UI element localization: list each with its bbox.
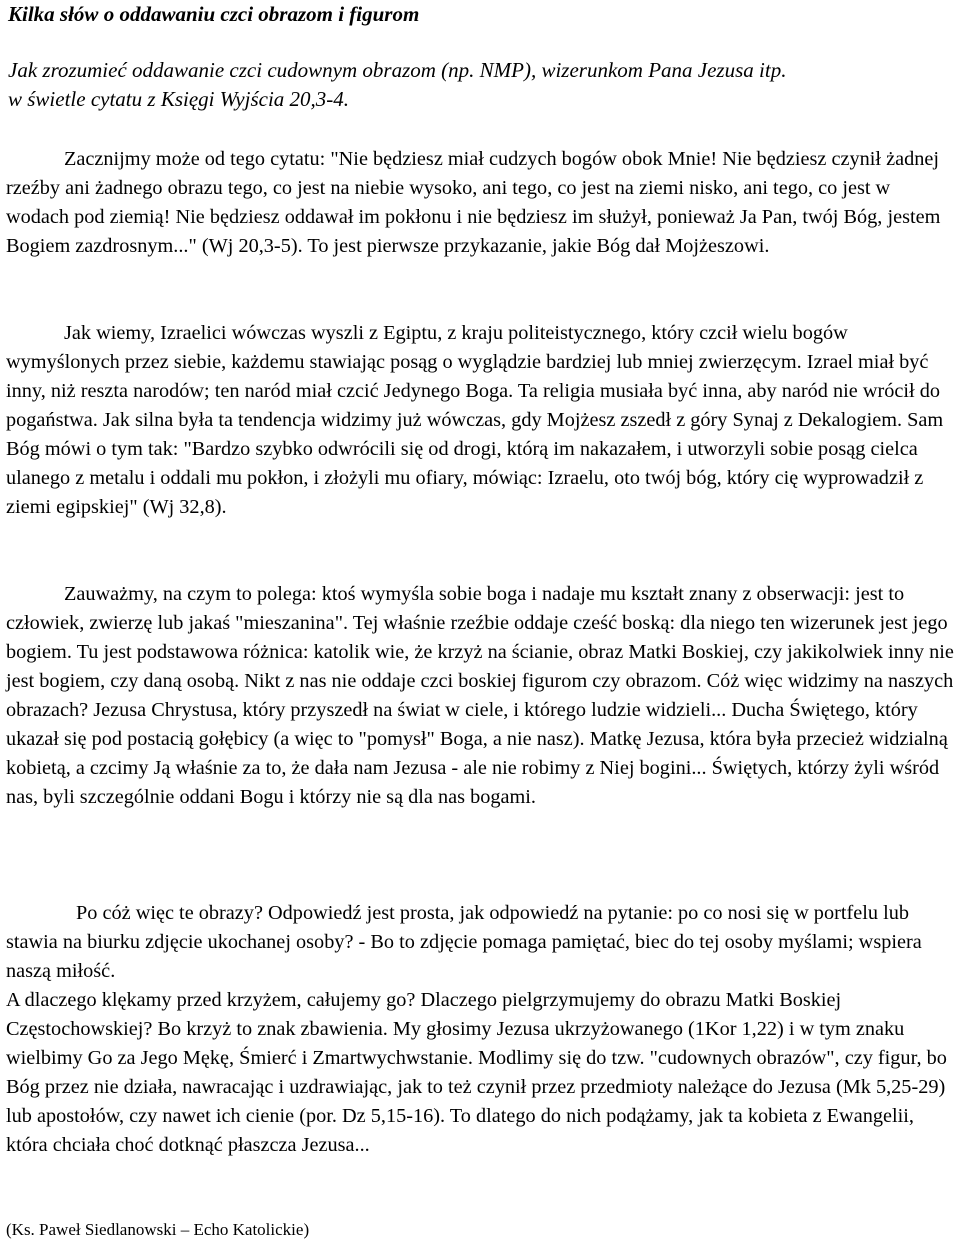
document-title: Kilka słów o oddawaniu czci obrazom i figurom	[8, 2, 420, 26]
paragraph-line: Po cóż więc te obrazy? Odpowiedź jest prosta, jak odpowiedź na pytanie: po co nosi się w portfelu lub stawia na biurku zdjęcie ukochanej osoby? - Bo to zdjęcie pomaga pamiętać, biec do tej osoby myślami; wspiera naszą miłość.	[6, 902, 922, 982]
paragraph-line: A dlaczego klękamy przed krzyżem, całujemy go? Dlaczego pielgrzymujemy do obrazu Matki Boskiej Częstochowskiej? Bo krzyż to znak zbawienia. My głosimy Jezusa ukrzyżowanego (1Kor 1,22) i w tym znaku wielbimy Go za Jego Mękę, Śmierć i Zmartwychwstanie. Modlimy się do tzw. "cudownych obrazów", czy figur, bo Bóg przez nie działa, nawracając i uzdrawiając, jak to też czynił przez przedmioty należące do Jezusa (Mk 5,25-29) lub apostołów, czy nawet ich cienie (por. Dz 5,15-16). To dlatego do nich podążamy, jak ta kobieta z Ewangelii, która chciała choć dotknąć płaszcza Jezusa...	[6, 989, 947, 1156]
subtitle-line: Jak zrozumieć oddawanie czci cudownym obrazom (np. NMP), wizerunkom Pana Jezusa itp.	[8, 58, 787, 82]
paragraph-why-images	[6, 899, 958, 1160]
author-credit: (Ks. Paweł Siedlanowski – Echo Katolickie)	[6, 1220, 310, 1239]
document-subtitle	[8, 56, 958, 114]
subtitle-line: w świetle cytatu z Księgi Wyjścia 20,3-4.	[8, 87, 350, 111]
paragraph-difference: Zauważmy, na czym to polega: ktoś wymyśla sobie boga i nadaje mu kształt znany z obserwacji: jest to człowiek, zwierzę lub jakaś "mieszanina". Tej właśnie rzeźbie oddaje cześć boską: dla niego ten wizerunek jest jego bogiem. Tu jest podstawowa różnica: katolik wie, że krzyż na ścianie, obraz Matki Boskiej, czy jakikolwiek inny nie jest bogiem, czy daną osobą. Nikt z nas nie oddaje czci boskiej figurom czy obrazom. Cóż więc widzimy na naszych obrazach? Jezusa Chrystusa, który przyszedł na świat w ciele, i którego ludzie widzieli... Ducha Świętego, który ukazał się pod postacią gołębicy (a więc to "pomysł" Boga, a nie nasz). Matkę Jezusa, która była przecież widzialną kobietą, a czcimy Ją właśnie za to, że dała nam Jezusa - ale nie robimy z Niej bogini... Świętych, którzy żyli wśród nas, byli szczególnie oddani Bogu i którzy nie są dla nas bogami.	[6, 583, 954, 808]
paragraph-first-commandment: Zacznijmy może od tego cytatu: "Nie będziesz miał cudzych bogów obok Mnie! Nie będziesz czynił żadnej rzeźby ani żadnego obrazu tego, co jest na niebie wysoko, ani tego, co jest na ziemi nisko, ani tego, co jest w wodach pod ziemią! Nie będziesz oddawał im pokłonu i nie będziesz im służył, ponieważ Ja Pan, twój Bóg, jestem Bogiem zazdrosnym..." (Wj 20,3-5). To jest pierwsze przykazanie, jakie Bóg dał Mojżeszowi.	[6, 148, 941, 257]
paragraph-israelites: Jak wiemy, Izraelici wówczas wyszli z Egiptu, z kraju politeistycznego, który czcił wielu bogów wymyślonych przez siebie, każdemu stawiając posąg o wyglądzie bardziej lub mniej zwierzęcym. Izrael miał być inny, niż reszta narodów; ten naród miał czcić Jedynego Boga. Ta religia musiała być inna, aby naród nie wrócił do pogaństwa. Jak silna była ta tendencja widzimy już wówczas, gdy Mojżesz zszedł z góry Synaj z Dekalogiem. Sam Bóg mówi o tym tak: "Bardzo szybko odwrócili się od drogi, którą im nakazałem, i utworzyli sobie posąg cielca ulanego z metalu i oddali mu pokłon, i złożyli mu ofiary, mówiąc: Izraelu, oto twój bóg, który cię wyprowadził z ziemi egipskiej" (Wj 32,8).	[6, 322, 944, 518]
